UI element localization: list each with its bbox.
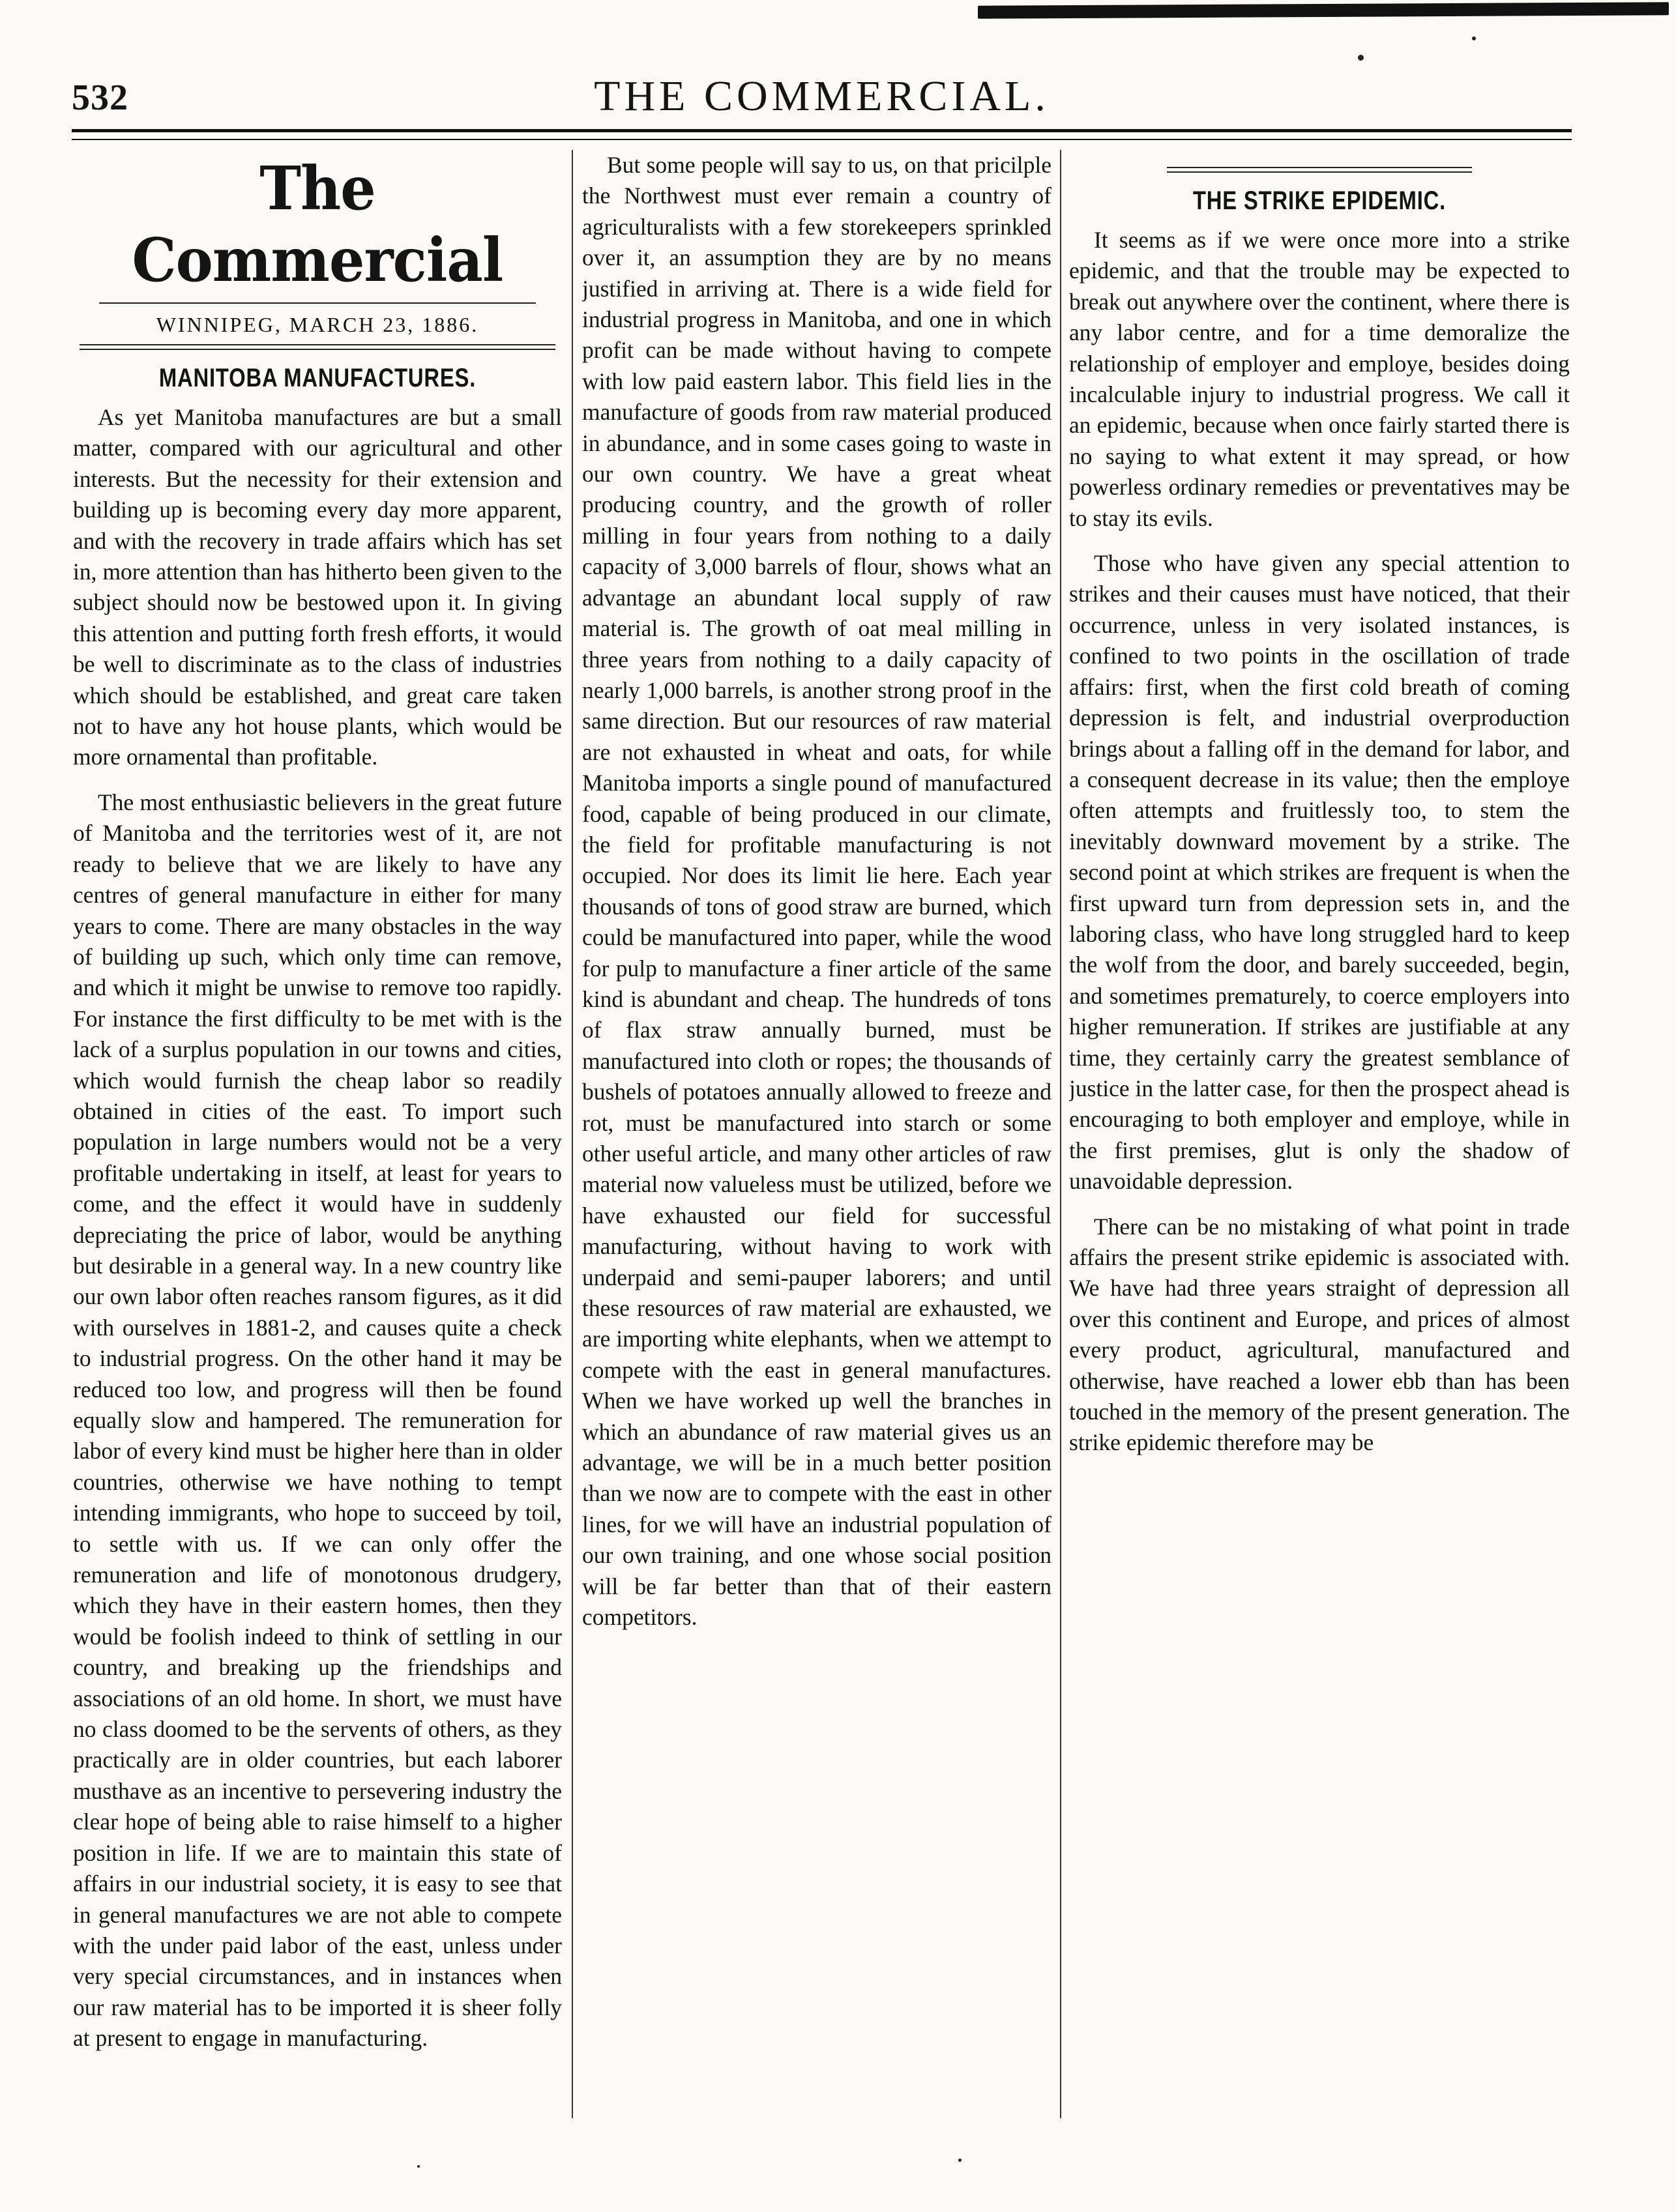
header-rule — [72, 129, 1572, 140]
scan-speck — [1358, 55, 1364, 61]
headline-double-rule — [1167, 167, 1472, 173]
scan-speck — [417, 2165, 420, 2168]
article-paragraph: As yet Manitoba manufactures are but a small matter, compared with our agricultural and other interests. But the necessity for their extension and building up is becoming every day more apparent, and with the recovery in trade affairs which has set in, more attention than has hitherto been given to the subject should now be bestowed upon it. In giving this attention and putting forth fresh efforts, it would be well to discriminate as to the class of industries which should be established, and great care taken not to have any hot house plants, which would be more ornamental than profitable. — [73, 404, 562, 770]
scan-speck — [958, 2159, 962, 2162]
scan-artifact-bar — [978, 2, 1669, 19]
article-paragraph: It seems as if we were once more into a strike epidemic, and that the trouble may be expected to break out anywhere over the continent, where there is any labor centre, and for a time demoralize the relationship of employer and employe, besides doing incalculable injury to industrial progress. We call it an epidemic, because when once fairly started there is no saying to what extent it may spread, or how powerless ordinary remedies or preventatives may be to stay its evils. — [1069, 227, 1570, 531]
masthead-double-rule — [80, 344, 555, 350]
column-separator — [572, 150, 573, 2118]
article-headline: THE STRIKE EPIDEMIC. — [1192, 186, 1447, 215]
article-paragraph: There can be no mistaking of what point in trade affairs the present strike epidemic is associated with. We have had three years straight of depression all over this continent and Europe, and prices of almost every product, agricultural, manufactured and otherwise, have reached a lower ebb than has been touched in the memory of the present generation. The strike epidemic therefore may be — [1069, 1213, 1570, 1456]
page-number: 532 — [72, 78, 128, 118]
masthead-rule — [99, 302, 536, 304]
column-separator — [1060, 150, 1061, 2118]
column-1 — [73, 150, 562, 2144]
column-2 — [582, 150, 1051, 2144]
masthead-title: The Commercial — [132, 153, 503, 295]
running-title: THE COMMERCIAL. — [594, 72, 1050, 120]
article-headline: MANITOBA MANUFACTURES. — [158, 364, 477, 392]
article-paragraph: Those who have given any special attention to strikes and their causes must have noticed, that their occurrence, unless in very isolated instances, is confined to two points in the oscillation of trade affairs: first, when the first cold breath of coming depression is felt, and industrial overproduction brings about a falling off in the demand for labor, and a consequent decrease in its value; then the employe often attempts and fruitlessly too, to stem the inevitably downward movement by a strike. The second point at which strikes are frequent is when the first upward turn from depression sets in, and the laboring class, who have long struggled hard to keep the wolf from the door, and barely succeeded, begin, and sometimes prematurely, to coerce employers into higher remuneration. If strikes are justifiable at any time, they certainly carry the greatest semblance of justice in the latter case, for then the prospect ahead is encouraging to both employer and employe, while in the first premises, glut is only the shadow of unavoidable depression. — [1069, 550, 1570, 1195]
page-header — [72, 72, 1572, 124]
article-paragraph: The most enthusiastic believers in the great future of Manitoba and the territories west of it, are not ready to believe that we are likely to have any centres of general manufacture in either for many years to come. There are many obstacles in the way of building up such, which only time can remove, and which it might be unwise to remove too rapidly. For instance the first difficulty to be met with is the lack of a surplus population in our towns and cities, which would furnish the cheap labor so readily obtained in cities of the east. To import such population in large numbers would not be a very profitable undertaking in itself, at least for years to come, and the effect it would have in suddenly depreciating the price of labor, would be anything but desirable in a general way. In a new country like our own labor often reaches ransom figures, as it did with ourselves in 1881-2, and causes quite a check to industrial progress. On the other hand it may be reduced too low, and progress will then be found equally slow and hampered. The remuneration for labor of every kind must be higher here than in older countries, otherwise we have nothing to tempt intending immigrants, who hope to succeed by toil, to settle with us. If we can only offer the remuneration and life of monotonous drudgery, which they have in their eastern homes, then they would be foolish indeed to think of settling in our country, and breaking up the friendships and associations of an old home. In short, we must have no class doomed to be the servents of others, as they practically are in older countries, but each laborer musthave as an incentive to persevering industry the clear hope of being able to raise himself to a higher position in life. If we are to maintain this state of affairs in our industrial society, it is easy to see that in general manufactures we are not able to compete with the under paid labor of the east, unless under very special circumstances, and in instances when our raw material has to be imported it is sheer folly at present to engage in manufacturing. — [73, 789, 562, 2052]
article-paragraph: But some people will say to us, on that pricilple the Northwest must ever remain a country of agriculturalists with a few storekeepers sprinkled over it, an assumption they are by no means justified in arriving at. There is a wide field for industrial progress in Manitoba, and one in which profit can be made without having to compete with low paid eastern labor. This field lies in the manufacture of goods from raw material produced in abundance, and in some cases going to waste in our own country. We have a great wheat producing country, and the growth of roller milling in four years from nothing to a daily capacity of 3,000 barrels of flour, shows what an advantage an abundant local supply of raw material is. The growth of oat meal milling in three years from nothing to a daily capacity of nearly 1,000 barrels, is another strong proof in the same direction. But our resources of raw material are not exhausted in wheat and oats, for while Manitoba imports a single pound of manufactured food, capable of being produced in our climate, the field for profitable manufacturing is not occupied. Nor does its limit lie here. Each year thousands of tons of good straw are burned, which could be manufactured into paper, while the wood for pulp to manufacture a finer article of the same kind is abundant and cheap. The hundreds of tons of flax straw annually burned, must be manufactured into cloth or ropes; the thousands of bushels of potatoes annually allowed to freeze and rot, must be manufactured into starch or some other useful article, and many other articles of raw material now valueless must be utilized, before we have exhausted our field for successful manufacturing, without having to work with underpaid and semi-pauper laborers; and until these resources of raw material are exhausted, we are importing white elephants, when we attempt to compete with the east in general manufactures. When we have worked up well the branches in which an abundance of raw material gives us an advantage, we will be in a much better position than we now are to compete with the east in other lines, for we will have an industrial population of our own training, and one whose social position will be far better than that of their eastern competitors. — [582, 152, 1051, 1631]
dateline: WINNIPEG, MARCH 23, 1886. — [156, 313, 479, 336]
scan-speck — [1472, 36, 1476, 40]
column-3 — [1069, 150, 1570, 2144]
